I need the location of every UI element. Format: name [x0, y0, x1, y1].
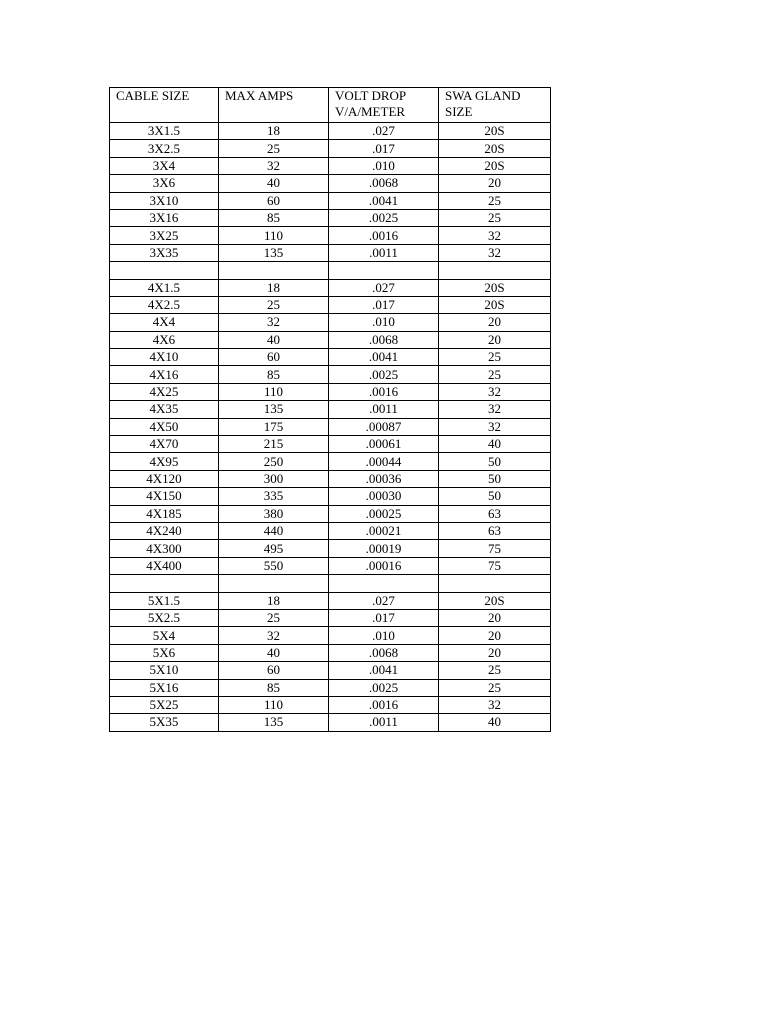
cell-volt-drop: .017	[329, 140, 439, 157]
cell-swa-gland-size: 75	[439, 540, 551, 557]
table-row	[110, 401, 551, 418]
cell-max-amps: 18	[219, 592, 329, 609]
cell-max-amps: 215	[219, 436, 329, 453]
header-max-amps: MAX AMPS	[219, 88, 329, 123]
cell-cable-size: 4X400	[110, 557, 219, 574]
cell-cable-size: 4X35	[110, 401, 219, 418]
cell-swa-gland-size	[439, 575, 551, 592]
cell-volt-drop: .00036	[329, 470, 439, 487]
table-row	[110, 662, 551, 679]
cell-max-amps: 440	[219, 522, 329, 539]
cell-cable-size: 5X35	[110, 714, 219, 731]
cell-max-amps: 40	[219, 644, 329, 661]
cell-cable-size: 3X35	[110, 244, 219, 261]
cell-cable-size: 5X2.5	[110, 609, 219, 626]
cell-swa-gland-size	[439, 262, 551, 279]
cell-swa-gland-size: 20S	[439, 157, 551, 174]
cell-cable-size: 5X1.5	[110, 592, 219, 609]
table-row	[110, 192, 551, 209]
table-row	[110, 227, 551, 244]
cell-max-amps	[219, 575, 329, 592]
cell-max-amps: 380	[219, 505, 329, 522]
cell-cable-size: 4X16	[110, 366, 219, 383]
table-row	[110, 331, 551, 348]
cell-swa-gland-size: 40	[439, 714, 551, 731]
cell-volt-drop: .00061	[329, 436, 439, 453]
cell-cable-size: 4X240	[110, 522, 219, 539]
cell-max-amps: 135	[219, 714, 329, 731]
cell-swa-gland-size: 25	[439, 209, 551, 226]
cell-volt-drop: .0011	[329, 714, 439, 731]
cell-cable-size: 3X6	[110, 175, 219, 192]
cell-cable-size: 5X4	[110, 627, 219, 644]
cell-cable-size: 5X10	[110, 662, 219, 679]
cell-swa-gland-size: 25	[439, 192, 551, 209]
cell-cable-size: 4X2.5	[110, 296, 219, 313]
cell-cable-size: 4X25	[110, 383, 219, 400]
cell-max-amps: 40	[219, 331, 329, 348]
table-spacer-row	[110, 575, 551, 592]
table-row	[110, 627, 551, 644]
cell-max-amps: 85	[219, 366, 329, 383]
cell-cable-size: 4X1.5	[110, 279, 219, 296]
cell-swa-gland-size: 25	[439, 366, 551, 383]
table-row	[110, 123, 551, 140]
cell-cable-size: 3X10	[110, 192, 219, 209]
cell-cable-size: 4X70	[110, 436, 219, 453]
cell-volt-drop	[329, 575, 439, 592]
cell-swa-gland-size: 20	[439, 175, 551, 192]
cell-volt-drop: .00025	[329, 505, 439, 522]
cell-cable-size	[110, 262, 219, 279]
cell-volt-drop	[329, 262, 439, 279]
cell-swa-gland-size: 25	[439, 662, 551, 679]
cell-max-amps: 85	[219, 209, 329, 226]
table-row	[110, 609, 551, 626]
cell-volt-drop: .0016	[329, 227, 439, 244]
cell-volt-drop: .0068	[329, 644, 439, 661]
cell-cable-size: 4X185	[110, 505, 219, 522]
cell-swa-gland-size: 20S	[439, 123, 551, 140]
table-row	[110, 714, 551, 731]
cell-cable-size: 4X95	[110, 453, 219, 470]
table-row	[110, 314, 551, 331]
cell-cable-size: 5X25	[110, 696, 219, 713]
table-row	[110, 349, 551, 366]
cell-volt-drop: .00030	[329, 488, 439, 505]
table-row	[110, 557, 551, 574]
header-swa-gland-size: SWA GLAND SIZE	[439, 88, 551, 123]
cell-max-amps: 335	[219, 488, 329, 505]
table-row	[110, 383, 551, 400]
cell-swa-gland-size: 50	[439, 488, 551, 505]
table-body	[110, 123, 551, 732]
cell-cable-size: 5X16	[110, 679, 219, 696]
cell-volt-drop: .010	[329, 627, 439, 644]
cell-volt-drop: .027	[329, 592, 439, 609]
cell-volt-drop: .010	[329, 157, 439, 174]
cell-volt-drop: .0011	[329, 244, 439, 261]
cell-volt-drop: .00044	[329, 453, 439, 470]
cell-volt-drop: .0011	[329, 401, 439, 418]
table-row	[110, 418, 551, 435]
cell-swa-gland-size: 63	[439, 522, 551, 539]
table-row	[110, 366, 551, 383]
table-row	[110, 209, 551, 226]
cell-swa-gland-size: 32	[439, 227, 551, 244]
cell-max-amps: 135	[219, 244, 329, 261]
cell-swa-gland-size: 20	[439, 644, 551, 661]
cell-volt-drop: .0025	[329, 366, 439, 383]
cell-max-amps: 25	[219, 296, 329, 313]
cell-volt-drop: .010	[329, 314, 439, 331]
cell-cable-size: 3X4	[110, 157, 219, 174]
cell-swa-gland-size: 20S	[439, 279, 551, 296]
cell-volt-drop: .017	[329, 609, 439, 626]
cell-swa-gland-size: 50	[439, 470, 551, 487]
table-row	[110, 696, 551, 713]
cell-volt-drop: .0016	[329, 383, 439, 400]
cell-swa-gland-size: 63	[439, 505, 551, 522]
cell-cable-size: 3X2.5	[110, 140, 219, 157]
cell-volt-drop: .017	[329, 296, 439, 313]
cell-cable-size: 4X4	[110, 314, 219, 331]
cell-cable-size: 4X300	[110, 540, 219, 557]
cell-max-amps: 110	[219, 383, 329, 400]
cell-max-amps: 40	[219, 175, 329, 192]
cell-cable-size: 3X1.5	[110, 123, 219, 140]
table-row	[110, 592, 551, 609]
cell-swa-gland-size: 20S	[439, 140, 551, 157]
cell-cable-size: 4X50	[110, 418, 219, 435]
cell-volt-drop: .0025	[329, 209, 439, 226]
cell-swa-gland-size: 20	[439, 609, 551, 626]
cell-max-amps: 25	[219, 140, 329, 157]
cell-swa-gland-size: 32	[439, 696, 551, 713]
cell-max-amps: 60	[219, 662, 329, 679]
cell-max-amps: 32	[219, 314, 329, 331]
cell-volt-drop: .0041	[329, 662, 439, 679]
cell-volt-drop: .0041	[329, 192, 439, 209]
cell-cable-size: 5X6	[110, 644, 219, 661]
cell-max-amps: 110	[219, 227, 329, 244]
cell-swa-gland-size: 25	[439, 679, 551, 696]
cell-volt-drop: .0016	[329, 696, 439, 713]
cell-swa-gland-size: 40	[439, 436, 551, 453]
cell-volt-drop: .027	[329, 123, 439, 140]
cell-max-amps: 32	[219, 627, 329, 644]
cell-volt-drop: .00087	[329, 418, 439, 435]
cell-max-amps: 18	[219, 279, 329, 296]
cell-volt-drop: .00019	[329, 540, 439, 557]
table-row	[110, 453, 551, 470]
cell-swa-gland-size: 20	[439, 627, 551, 644]
table-header-row	[110, 88, 551, 123]
cell-max-amps: 60	[219, 349, 329, 366]
cell-max-amps: 25	[219, 609, 329, 626]
cell-max-amps: 85	[219, 679, 329, 696]
cell-swa-gland-size: 25	[439, 349, 551, 366]
table-row	[110, 540, 551, 557]
cell-swa-gland-size: 20	[439, 314, 551, 331]
cell-max-amps: 135	[219, 401, 329, 418]
cell-swa-gland-size: 20S	[439, 296, 551, 313]
cell-volt-drop: .0068	[329, 331, 439, 348]
cell-max-amps: 110	[219, 696, 329, 713]
cell-max-amps	[219, 262, 329, 279]
cell-volt-drop: .00016	[329, 557, 439, 574]
cell-volt-drop: .00021	[329, 522, 439, 539]
cell-swa-gland-size: 32	[439, 383, 551, 400]
table-row	[110, 296, 551, 313]
table-row	[110, 644, 551, 661]
cell-swa-gland-size: 20	[439, 331, 551, 348]
cell-swa-gland-size: 75	[439, 557, 551, 574]
cell-cable-size: 4X120	[110, 470, 219, 487]
cell-max-amps: 250	[219, 453, 329, 470]
cell-max-amps: 495	[219, 540, 329, 557]
cell-max-amps: 175	[219, 418, 329, 435]
table-row	[110, 157, 551, 174]
cell-volt-drop: .0025	[329, 679, 439, 696]
cell-cable-size: 4X10	[110, 349, 219, 366]
cell-max-amps: 550	[219, 557, 329, 574]
table-spacer-row	[110, 262, 551, 279]
cell-max-amps: 60	[219, 192, 329, 209]
cell-swa-gland-size: 20S	[439, 592, 551, 609]
table-row	[110, 175, 551, 192]
header-volt-drop: VOLT DROP V/A/METER	[329, 88, 439, 123]
header-cable-size: CABLE SIZE	[110, 88, 219, 123]
cable-size-table	[109, 87, 551, 732]
cell-volt-drop: .027	[329, 279, 439, 296]
table-row	[110, 679, 551, 696]
cell-cable-size: 4X150	[110, 488, 219, 505]
table-row	[110, 470, 551, 487]
cell-swa-gland-size: 32	[439, 244, 551, 261]
table-row	[110, 244, 551, 261]
cell-cable-size: 3X25	[110, 227, 219, 244]
cell-cable-size: 4X6	[110, 331, 219, 348]
table-row	[110, 279, 551, 296]
cell-swa-gland-size: 50	[439, 453, 551, 470]
cell-volt-drop: .0041	[329, 349, 439, 366]
table-row	[110, 436, 551, 453]
cell-cable-size	[110, 575, 219, 592]
cell-cable-size: 3X16	[110, 209, 219, 226]
cell-max-amps: 32	[219, 157, 329, 174]
table-row	[110, 140, 551, 157]
cell-volt-drop: .0068	[329, 175, 439, 192]
table-row	[110, 488, 551, 505]
cell-swa-gland-size: 32	[439, 401, 551, 418]
cell-max-amps: 18	[219, 123, 329, 140]
table-row	[110, 505, 551, 522]
cell-max-amps: 300	[219, 470, 329, 487]
table-row	[110, 522, 551, 539]
cell-swa-gland-size: 32	[439, 418, 551, 435]
